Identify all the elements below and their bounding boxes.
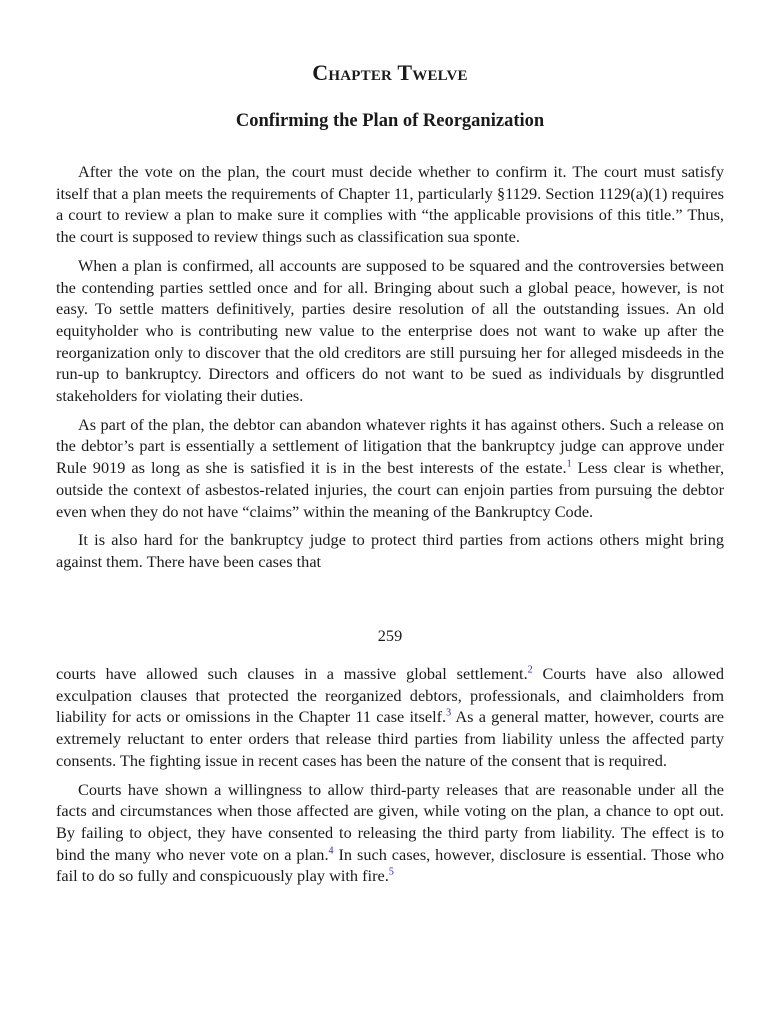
section-title: Confirming the Plan of Reorganization [235,111,545,131]
footnote-ref-3[interactable]: 3 [446,707,452,719]
paragraph-6: Courts have shown a willingness to allow third-party releases that are reasonable under all the facts and circumstances when those affected are given, while voting on the plan, a chance to opt out. By failing to object, they have consented to releasing the third party from liability. The effect is to bind the many who never vote on a plan.$^4$ In such cases, however, disclosure is essential. Those who fail to do so fully and conspicuously play with fire.$^5$ [56,779,724,886]
paragraph-4: It is also hard for the bankruptcy judge to protect third parties from actions others might bring against them. There have been cases that [56,530,724,571]
chapter-title-word-1: hapter [328,60,398,85]
page-number: 259 [377,626,403,645]
footnote-ref-5[interactable]: 5 [388,866,394,878]
paragraph-3: As part of the plan, the debtor can abandon whatever rights it has against others. Such a release on the debtor’s part is essentially a settlement of litigation that the bankruptcy judge can approve under Rule 9019 as long as she is satisfied it is in the best interests of the estate.$^1$ Less clear is whether, outside the context of asbestos-related injuries, the court can enjoin parties from pursuing the debtor even when they do not have “claims” within the meaning of the Bankruptcy Code. [56,414,725,521]
paragraph-5: courts have allowed such clauses in a massive global settlement.$^2$ Courts have also allowed exculpation clauses that protected the reorganized debtors, professionals, and claimholders from liability for acts or omissions in the Chapter 11 case itself.$^3$ As a general matter, however, courts are extremely reluctant to enter orders that release third parties from liability unless the affected party consents. The fighting issue in recent cases has been the nature of the consent that is required. [56,664,725,770]
chapter-title [56,60,724,86]
chapter-title-word-2: welve [412,60,468,85]
chapter-title-initial-2: T [397,60,413,85]
footnote-ref-2[interactable]: 2 [527,664,533,676]
footnote-ref-1[interactable]: 1 [566,458,572,470]
paragraph-1: After the vote on the plan, the court must decide whether to confirm it. The court must satisfy itself that a plan meets the requirements of Chapter 11, particularly §1129. Section 1129(a)(1) requires a court to review a plan to make sure it complies with “the applicable provisions of this title.” Thus, the court is supposed to review things such as classification sua sponte. [56,162,724,247]
paragraph-2: When a plan is confirmed, all accounts are supposed to be squared and the controversies between the contending parties settled once and for all. Bringing about such a global peace, however, is not easy. To settle matters definitively, parties desire resolution of all the outstanding issues. An old equityholder who is contributing new value to the enterprise does not want to wake up after the reorganization only to discover that the old creditors are still pursuing her for alleged misdeeds in the run-up to bankruptcy. Directors and officers do not want to be sued as individuals by disgruntled stakeholders for violating their duties. [56,255,724,406]
footnote-ref-4[interactable]: 4 [328,845,334,857]
body-text-top [56,161,724,580]
chapter-title-initial-1: C [312,60,329,85]
body-text-bottom [56,663,724,894]
